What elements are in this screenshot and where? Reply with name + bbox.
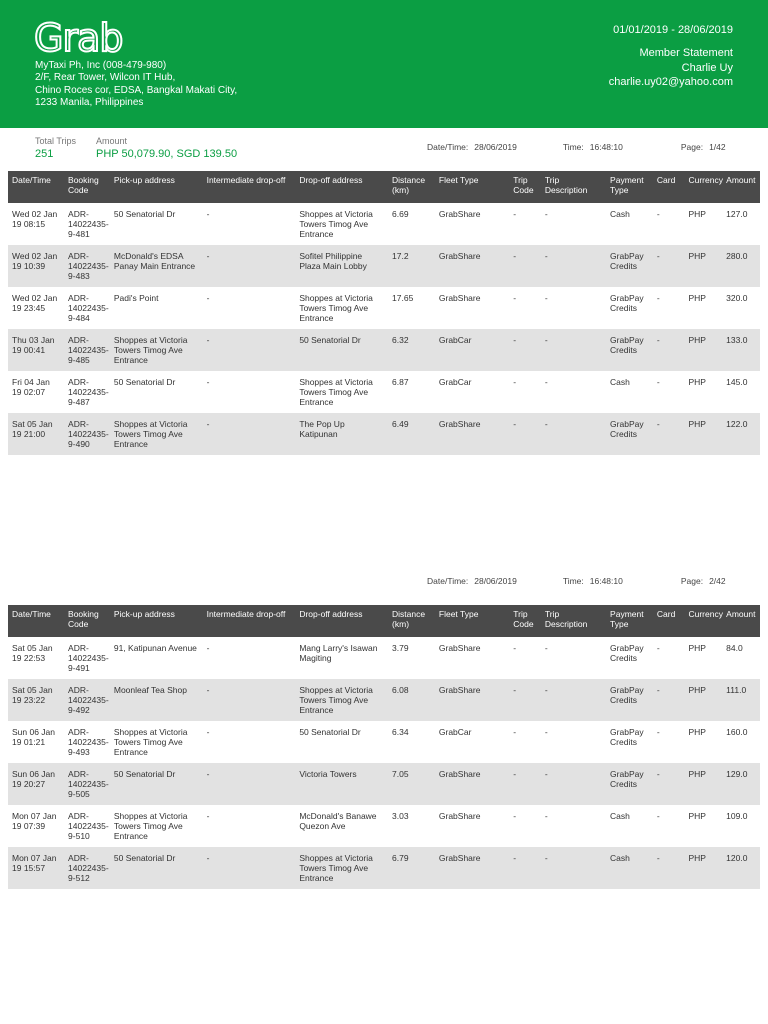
table-cell: PHP [684, 413, 722, 455]
table-cell: - [509, 679, 541, 721]
table-cell: Shoppes at Victoria Towers Timog Ave Entrance [110, 329, 203, 371]
table-cell: ADR-14022435-9-512 [64, 847, 110, 889]
company-line: MyTaxi Ph, Inc (008-479-980) [35, 60, 167, 71]
meta-time-label: Time: [562, 142, 584, 152]
table-cell: Sun 06 Jan 19 20:27 [8, 763, 64, 805]
column-header: Date/Time [8, 605, 64, 637]
table-cell: 3.79 [392, 643, 409, 653]
table-cell: - [203, 245, 296, 287]
table-cell: 133.0 [722, 329, 760, 371]
table-cell: 127.0 [726, 209, 748, 219]
table-cell: Shoppes at Victoria Towers Timog Ave Entrance [295, 679, 388, 721]
table-cell: Cash [606, 847, 653, 889]
table-cell: PHP [688, 643, 706, 653]
table-cell: ADR-14022435-9-484 [68, 293, 109, 323]
table-cell: - [541, 679, 606, 721]
table-cell: - [544, 727, 548, 737]
table-cell: - [656, 811, 660, 821]
table-cell: 50 Senatorial Dr [299, 727, 361, 737]
table-header-row [8, 605, 760, 637]
table-cell: PHP [688, 209, 706, 219]
table-cell: 7.05 [388, 763, 435, 805]
table-cell: Shoppes at Victoria Towers Timog Ave Entrance [113, 727, 188, 757]
table-cell: Wed 02 Jan 19 23:45 [12, 293, 58, 313]
table-cell: ADR-14022435-9-493 [68, 727, 109, 757]
table-cell: Thu 03 Jan 19 00:41 [8, 329, 64, 371]
table-cell: GrabShare [438, 209, 481, 219]
table-row [8, 371, 760, 413]
column-header: Payment Type [606, 605, 653, 637]
table-cell: - [653, 847, 685, 889]
table-cell: ADR-14022435-9-510 [68, 811, 109, 841]
table-cell: - [541, 847, 606, 889]
table-cell: - [656, 727, 660, 737]
column-header: Currency [684, 605, 722, 637]
table-cell: - [544, 811, 548, 821]
trips-table [8, 171, 760, 455]
table-cell: 280.0 [722, 245, 760, 287]
table-cell: - [653, 413, 685, 455]
table-cell: Wed 02 Jan 19 10:39 [8, 245, 64, 287]
page-meta [427, 576, 732, 586]
table-cell: Sat 05 Jan 19 22:53 [12, 643, 53, 663]
statement-header [0, 0, 768, 128]
table-cell: GrabPay Credits [610, 293, 644, 313]
table-cell: - [541, 245, 606, 287]
column-header: Trip Code [509, 605, 541, 637]
table-cell: Shoppes at Victoria Towers Timog Ave Entrance [299, 209, 373, 239]
page-meta [427, 142, 732, 152]
table-cell: PHP [688, 811, 706, 821]
table-row [8, 637, 760, 679]
table-cell: - [544, 293, 548, 303]
column-header: Trip Description [541, 605, 606, 637]
table-row [8, 203, 760, 245]
table-cell: - [509, 847, 541, 889]
table-cell: PHP [684, 329, 722, 371]
table-cell: 120.0 [722, 847, 760, 889]
table-cell: - [653, 763, 685, 805]
table-cell: 6.34 [392, 727, 409, 737]
meta-page-value: 2/42 [709, 576, 726, 586]
table-cell: GrabPay Credits [610, 727, 644, 747]
member-email: charlie.uy02@yahoo.com [608, 76, 733, 88]
table-cell: - [656, 643, 660, 653]
meta-time-value: 16:48:10 [589, 142, 623, 152]
column-header: Distance (km) [388, 605, 435, 637]
table-cell: - [206, 377, 210, 387]
total-trips-label: Total Trips [35, 136, 77, 146]
table-cell: Shoppes at Victoria Towers Timog Ave Entrance [113, 811, 188, 841]
company-line: Chino Roces cor, EDSA, Bangkal Makati City, [35, 84, 238, 96]
table-cell: ADR-14022435-9-490 [64, 413, 110, 455]
table-cell: 3.03 [392, 811, 409, 821]
table-cell: PHP [684, 847, 722, 889]
table-cell: ADR-14022435-9-481 [68, 209, 109, 239]
meta-page-label: Page: [680, 576, 704, 586]
table-cell: - [509, 763, 541, 805]
table-cell: 6.69 [392, 209, 409, 219]
table-cell: - [656, 377, 660, 387]
table-cell: - [513, 727, 517, 737]
table-cell: - [513, 377, 517, 387]
meta-datetime-value: 28/06/2019 [474, 576, 517, 586]
meta-page-value: 1/42 [709, 142, 726, 152]
trips-table [8, 605, 760, 889]
table-row [8, 721, 760, 763]
column-header: Booking Code [64, 605, 110, 637]
table-cell: - [656, 293, 660, 303]
table-row [8, 287, 760, 329]
table-cell: Wed 02 Jan 19 08:15 [12, 209, 58, 229]
table-cell: - [653, 245, 685, 287]
table-cell: GrabPay Credits [606, 763, 653, 805]
table-cell: - [206, 811, 210, 821]
table-cell: GrabShare [438, 643, 481, 653]
meta-datetime-label: Date/Time: [427, 576, 469, 586]
table-cell: McDonald's Banawe Quezon Ave [299, 811, 377, 831]
company-address [35, 60, 237, 109]
total-trips-value: 251 [35, 148, 54, 160]
statement-title: Member Statement [639, 47, 733, 59]
table-cell: GrabShare [435, 679, 509, 721]
table-row [8, 763, 760, 805]
table-cell: Cash [610, 209, 630, 219]
table-cell: - [509, 329, 541, 371]
column-header: Distance (km) [388, 171, 435, 203]
table-cell: - [653, 329, 685, 371]
table-cell: Sat 05 Jan 19 21:00 [8, 413, 64, 455]
table-cell: - [203, 329, 296, 371]
table-cell: - [509, 245, 541, 287]
table-cell: Shoppes at Victoria Towers Timog Ave Entrance [299, 377, 373, 407]
table-cell: PHP [684, 763, 722, 805]
table-cell: Sat 05 Jan 19 23:22 [8, 679, 64, 721]
column-header: Fleet Type [435, 605, 509, 637]
table-cell: GrabPay Credits [606, 679, 653, 721]
column-header: Amount [722, 605, 760, 637]
table-cell: - [203, 847, 296, 889]
table-cell: 109.0 [726, 811, 748, 821]
table-cell: - [513, 209, 517, 219]
table-cell: GrabCar [435, 329, 509, 371]
table-cell: 50 Senatorial Dr [110, 763, 203, 805]
table-cell: - [653, 679, 685, 721]
table-cell: - [513, 293, 517, 303]
table-cell: Cash [610, 811, 630, 821]
column-header: Intermediate drop-off [203, 605, 296, 637]
table-cell: ADR-14022435-9-487 [68, 377, 109, 407]
table-cell: GrabShare [435, 245, 509, 287]
table-cell: 145.0 [726, 377, 748, 387]
table-cell: ADR-14022435-9-483 [64, 245, 110, 287]
table-cell: GrabShare [435, 763, 509, 805]
table-cell: 17.2 [388, 245, 435, 287]
table-cell: 50 Senatorial Dr [110, 847, 203, 889]
table-cell: GrabCar [438, 377, 472, 387]
table-cell: - [541, 329, 606, 371]
table-cell: GrabPay Credits [606, 245, 653, 287]
table-cell: The Pop Up Katipunan [295, 413, 388, 455]
table-cell: - [206, 209, 210, 219]
meta-time-value: 16:48:10 [589, 576, 623, 586]
table-cell: Padi's Point [113, 293, 159, 303]
table-cell: ADR-14022435-9-492 [64, 679, 110, 721]
column-header: Intermediate drop-off [203, 171, 296, 203]
table-cell: 50 Senatorial Dr [295, 329, 388, 371]
table-cell: 6.79 [388, 847, 435, 889]
table-cell: Victoria Towers [295, 763, 388, 805]
table-cell: 111.0 [722, 679, 760, 721]
table-row [8, 329, 760, 371]
table-cell: - [206, 643, 210, 653]
company-line: 1233 Manila, Philippines [35, 96, 144, 108]
table-cell: Mon 07 Jan 19 07:39 [12, 811, 57, 831]
column-header: Card [653, 605, 685, 637]
column-header: Trip Description [541, 171, 606, 203]
table-cell: - [203, 763, 296, 805]
column-header: Card [653, 171, 685, 203]
table-cell: Mang Larry's Isawan Magiting [299, 643, 378, 663]
table-cell: - [544, 377, 548, 387]
table-cell: PHP [688, 377, 706, 387]
table-cell: - [509, 413, 541, 455]
table-cell: 6.87 [392, 377, 409, 387]
table-cell: PHP [688, 293, 706, 303]
table-cell: 122.0 [722, 413, 760, 455]
table-cell: 84.0 [726, 643, 743, 653]
table-cell: - [541, 413, 606, 455]
table-row [8, 847, 760, 889]
meta-datetime-value: 28/06/2019 [474, 142, 517, 152]
table-cell: - [203, 679, 296, 721]
table-cell: 160.0 [726, 727, 748, 737]
table-cell: 6.08 [388, 679, 435, 721]
table-cell: ADR-14022435-9-485 [64, 329, 110, 371]
table-cell: - [544, 643, 548, 653]
column-header: Amount [722, 171, 760, 203]
table-cell: Shoppes at Victoria Towers Timog Ave Entrance [295, 847, 388, 889]
table-cell: - [656, 209, 660, 219]
column-header: Pick-up address [110, 605, 203, 637]
table-cell: 50 Senatorial Dr [113, 209, 176, 219]
table-cell: GrabShare [435, 413, 509, 455]
table-cell: - [544, 209, 548, 219]
table-row [8, 679, 760, 721]
table-cell: 6.32 [388, 329, 435, 371]
table-cell: ADR-14022435-9-505 [64, 763, 110, 805]
column-header: Drop-off address [295, 605, 388, 637]
date-range: 01/01/2019 - 28/06/2019 [613, 24, 733, 36]
column-header: Date/Time [8, 171, 64, 203]
member-name: Charlie Uy [681, 61, 733, 74]
meta-time-label: Time: [562, 576, 584, 586]
table-cell: McDonald's EDSA Panay Main Entrance [110, 245, 203, 287]
table-cell: 91, Katipunan Avenue [113, 643, 197, 653]
amount-label: Amount [96, 136, 128, 146]
table-cell: Shoppes at Victoria Towers Timog Ave Entrance [110, 413, 203, 455]
member-info [609, 24, 733, 90]
table-cell: - [513, 643, 517, 653]
table-cell: PHP [684, 679, 722, 721]
meta-page-label: Page: [680, 142, 704, 152]
table-cell: GrabPay Credits [606, 413, 653, 455]
table-row [8, 413, 760, 455]
company-line: 2/F, Rear Tower, Wilcon IT Hub, [35, 72, 176, 84]
table-cell: 129.0 [722, 763, 760, 805]
table-cell: - [513, 811, 517, 821]
table-cell: 17.65 [392, 293, 414, 303]
column-header: Pick-up address [110, 171, 203, 203]
table-row [8, 245, 760, 287]
table-cell: 320.0 [726, 293, 748, 303]
table-cell: - [541, 763, 606, 805]
table-cell: Sun 06 Jan 19 01:21 [12, 727, 56, 747]
grab-logo: Grab [34, 16, 123, 60]
table-cell: - [203, 413, 296, 455]
column-header: Trip Code [509, 171, 541, 203]
table-cell: Sofitel Philippine Plaza Main Lobby [295, 245, 388, 287]
table-cell: 50 Senatorial Dr [113, 377, 176, 387]
column-header: Fleet Type [435, 171, 509, 203]
table-cell: 6.49 [388, 413, 435, 455]
column-header: Payment Type [606, 171, 653, 203]
table-row [8, 805, 760, 847]
table-cell: ADR-14022435-9-491 [68, 643, 109, 673]
table-cell: PHP [688, 727, 706, 737]
column-header: Currency [684, 171, 722, 203]
table-cell: GrabShare [438, 811, 481, 821]
column-header: Booking Code [64, 171, 110, 203]
table-cell: Fri 04 Jan 19 02:07 [12, 377, 50, 397]
amount-value: PHP 50,079.90, SGD 139.50 [96, 148, 238, 160]
table-header-row [8, 171, 760, 203]
table-cell: - [206, 293, 210, 303]
table-cell: Moonleaf Tea Shop [110, 679, 203, 721]
table-cell: Mon 07 Jan 19 15:57 [8, 847, 64, 889]
table-cell: GrabPay Credits [606, 329, 653, 371]
column-header: Drop-off address [295, 171, 388, 203]
table-cell: Cash [610, 377, 630, 387]
table-cell: GrabShare [435, 847, 509, 889]
table-cell: GrabPay Credits [610, 643, 644, 663]
table-cell: GrabCar [438, 727, 472, 737]
meta-datetime-label: Date/Time: [427, 142, 469, 152]
table-cell: - [206, 727, 210, 737]
table-cell: GrabShare [438, 293, 481, 303]
table-cell: PHP [684, 245, 722, 287]
table-cell: Shoppes at Victoria Towers Timog Ave Entrance [299, 293, 373, 323]
